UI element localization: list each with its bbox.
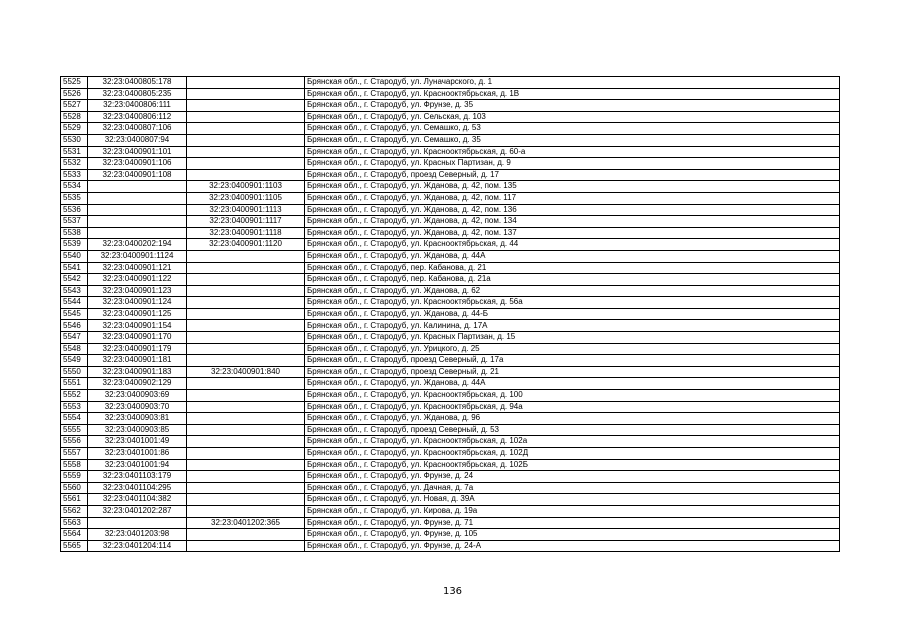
premises-cadastral-number-cell <box>187 401 305 413</box>
address-cell: Брянская обл., г. Стародуб, ул. Жданова, д. 42, пом. 137 <box>305 227 840 239</box>
table-row <box>61 448 840 460</box>
table-row <box>61 390 840 402</box>
address-cell: Брянская обл., г. Стародуб, ул. Жданова, д. 42, пом. 117 <box>305 192 840 204</box>
cadastral-number-cell: 32:23:0400807:94 <box>88 134 187 146</box>
table-row <box>61 204 840 216</box>
premises-cadastral-number-cell <box>187 424 305 436</box>
table-row <box>61 413 840 425</box>
premises-cadastral-number-cell: 32:23:0400901:1103 <box>187 181 305 193</box>
premises-cadastral-number-cell: 32:23:0400901:1117 <box>187 216 305 228</box>
address-cell: Брянская обл., г. Стародуб, проезд Северный, д. 17а <box>305 355 840 367</box>
premises-cadastral-number-cell <box>187 390 305 402</box>
registry-table <box>60 76 840 552</box>
address-cell: Брянская обл., г. Стародуб, ул. Жданова, д. 96 <box>305 413 840 425</box>
address-cell: Брянская обл., г. Стародуб, ул. Краснооктябрьская, д. 94а <box>305 401 840 413</box>
row-number-cell: 5539 <box>61 239 88 251</box>
cadastral-number-cell: 32:23:0401104:382 <box>88 494 187 506</box>
table-row <box>61 77 840 89</box>
table-row <box>61 123 840 135</box>
premises-cadastral-number-cell <box>187 158 305 170</box>
premises-cadastral-number-cell <box>187 448 305 460</box>
cadastral-number-cell: 32:23:0400903:85 <box>88 424 187 436</box>
premises-cadastral-number-cell <box>187 308 305 320</box>
row-number-cell: 5550 <box>61 366 88 378</box>
table-row <box>61 285 840 297</box>
row-number-cell: 5549 <box>61 355 88 367</box>
premises-cadastral-number-cell <box>187 169 305 181</box>
address-cell: Брянская обл., г. Стародуб, ул. Жданова, д. 44-Б <box>305 308 840 320</box>
cadastral-number-cell: 32:23:0401001:49 <box>88 436 187 448</box>
row-number-cell: 5556 <box>61 436 88 448</box>
table-row <box>61 158 840 170</box>
cadastral-number-cell: 32:23:0400901:123 <box>88 285 187 297</box>
address-cell: Брянская обл., г. Стародуб, пер. Кабанова, д. 21а <box>305 274 840 286</box>
table-row <box>61 146 840 158</box>
cadastral-number-cell: 32:23:0401204:114 <box>88 540 187 552</box>
address-cell: Брянская обл., г. Стародуб, пер. Кабанова, д. 21 <box>305 262 840 274</box>
premises-cadastral-number-cell <box>187 134 305 146</box>
row-number-cell: 5526 <box>61 88 88 100</box>
table-row <box>61 343 840 355</box>
address-cell: Брянская обл., г. Стародуб, ул. Жданова, д. 44А <box>305 378 840 390</box>
row-number-cell: 5538 <box>61 227 88 239</box>
row-number-cell: 5537 <box>61 216 88 228</box>
address-cell: Брянская обл., г. Стародуб, ул. Краснооктябрьская, д. 44 <box>305 239 840 251</box>
premises-cadastral-number-cell <box>187 529 305 541</box>
address-cell: Брянская обл., г. Стародуб, ул. Фрунзе, д. 71 <box>305 517 840 529</box>
premises-cadastral-number-cell <box>187 343 305 355</box>
row-number-cell: 5558 <box>61 459 88 471</box>
table-row <box>61 505 840 517</box>
table-row <box>61 216 840 228</box>
premises-cadastral-number-cell <box>187 505 305 517</box>
premises-cadastral-number-cell <box>187 355 305 367</box>
premises-cadastral-number-cell <box>187 111 305 123</box>
cadastral-number-cell <box>88 227 187 239</box>
cadastral-number-cell: 32:23:0400902:129 <box>88 378 187 390</box>
table-row <box>61 459 840 471</box>
cadastral-number-cell: 32:23:0400202:194 <box>88 239 187 251</box>
cadastral-number-cell: 32:23:0400901:122 <box>88 274 187 286</box>
table-row <box>61 181 840 193</box>
address-cell: Брянская обл., г. Стародуб, ул. Фрунзе, д. 24-А <box>305 540 840 552</box>
row-number-cell: 5529 <box>61 123 88 135</box>
address-cell: Брянская обл., г. Стародуб, ул. Урицкого, д. 25 <box>305 343 840 355</box>
cadastral-number-cell <box>88 181 187 193</box>
premises-cadastral-number-cell <box>187 482 305 494</box>
address-cell: Брянская обл., г. Стародуб, ул. Сельская, д. 103 <box>305 111 840 123</box>
row-number-cell: 5552 <box>61 390 88 402</box>
address-cell: Брянская обл., г. Стародуб, ул. Краснооктябрьская, д. 102Б <box>305 459 840 471</box>
table-row <box>61 494 840 506</box>
address-cell: Брянская обл., г. Стародуб, ул. Новая, д. 39А <box>305 494 840 506</box>
row-number-cell: 5540 <box>61 250 88 262</box>
row-number-cell: 5528 <box>61 111 88 123</box>
address-cell: Брянская обл., г. Стародуб, ул. Жданова, д. 42, пом. 134 <box>305 216 840 228</box>
table-row <box>61 169 840 181</box>
cadastral-number-cell: 32:23:0401001:94 <box>88 459 187 471</box>
cadastral-number-cell: 32:23:0400901:108 <box>88 169 187 181</box>
row-number-cell: 5560 <box>61 482 88 494</box>
row-number-cell: 5545 <box>61 308 88 320</box>
premises-cadastral-number-cell <box>187 378 305 390</box>
table-row <box>61 134 840 146</box>
row-number-cell: 5561 <box>61 494 88 506</box>
cadastral-number-cell: 32:23:0400901:179 <box>88 343 187 355</box>
cadastral-number-cell <box>88 517 187 529</box>
row-number-cell: 5527 <box>61 100 88 112</box>
premises-cadastral-number-cell: 32:23:0400901:840 <box>187 366 305 378</box>
row-number-cell: 5542 <box>61 274 88 286</box>
table-row <box>61 401 840 413</box>
address-cell: Брянская обл., г. Стародуб, ул. Кирова, д. 19а <box>305 505 840 517</box>
row-number-cell: 5557 <box>61 448 88 460</box>
premises-cadastral-number-cell <box>187 146 305 158</box>
address-cell: Брянская обл., г. Стародуб, проезд Северный, д. 17 <box>305 169 840 181</box>
row-number-cell: 5555 <box>61 424 88 436</box>
address-cell: Брянская обл., г. Стародуб, проезд Северный, д. 21 <box>305 366 840 378</box>
row-number-cell: 5530 <box>61 134 88 146</box>
row-number-cell: 5525 <box>61 77 88 89</box>
premises-cadastral-number-cell <box>187 250 305 262</box>
row-number-cell: 5563 <box>61 517 88 529</box>
table-row <box>61 517 840 529</box>
row-number-cell: 5547 <box>61 332 88 344</box>
row-number-cell: 5548 <box>61 343 88 355</box>
table-row <box>61 366 840 378</box>
cadastral-number-cell: 32:23:0400806:111 <box>88 100 187 112</box>
row-number-cell: 5534 <box>61 181 88 193</box>
address-cell: Брянская обл., г. Стародуб, ул. Семашко, д. 53 <box>305 123 840 135</box>
premises-cadastral-number-cell <box>187 413 305 425</box>
row-number-cell: 5544 <box>61 297 88 309</box>
premises-cadastral-number-cell: 32:23:0400901:1113 <box>187 204 305 216</box>
address-cell: Брянская обл., г. Стародуб, ул. Краснооктябрьская, д. 102а <box>305 436 840 448</box>
cadastral-number-cell: 32:23:0400901:121 <box>88 262 187 274</box>
address-cell: Брянская обл., г. Стародуб, ул. Жданова, д. 62 <box>305 285 840 297</box>
row-number-cell: 5564 <box>61 529 88 541</box>
row-number-cell: 5532 <box>61 158 88 170</box>
premises-cadastral-number-cell <box>187 436 305 448</box>
table-row <box>61 274 840 286</box>
table-row <box>61 320 840 332</box>
address-cell: Брянская обл., г. Стародуб, ул. Жданова, д. 44А <box>305 250 840 262</box>
row-number-cell: 5543 <box>61 285 88 297</box>
table-row <box>61 378 840 390</box>
premises-cadastral-number-cell: 32:23:0400901:1105 <box>187 192 305 204</box>
table-row <box>61 227 840 239</box>
table-row <box>61 332 840 344</box>
address-cell: Брянская обл., г. Стародуб, ул. Фрунзе, д. 105 <box>305 529 840 541</box>
table-row <box>61 355 840 367</box>
table-row <box>61 424 840 436</box>
address-cell: Брянская обл., г. Стародуб, ул. Краснооктябрьская, д. 1В <box>305 88 840 100</box>
address-cell: Брянская обл., г. Стародуб, ул. Фрунзе, д. 35 <box>305 100 840 112</box>
premises-cadastral-number-cell <box>187 332 305 344</box>
premises-cadastral-number-cell <box>187 285 305 297</box>
cadastral-number-cell: 32:23:0400903:81 <box>88 413 187 425</box>
cadastral-number-cell: 32:23:0400901:154 <box>88 320 187 332</box>
premises-cadastral-number-cell <box>187 262 305 274</box>
premises-cadastral-number-cell <box>187 540 305 552</box>
table-row <box>61 308 840 320</box>
row-number-cell: 5562 <box>61 505 88 517</box>
address-cell: Брянская обл., г. Стародуб, проезд Северный, д. 53 <box>305 424 840 436</box>
row-number-cell: 5551 <box>61 378 88 390</box>
cadastral-number-cell: 32:23:0401203:98 <box>88 529 187 541</box>
address-cell: Брянская обл., г. Стародуб, ул. Краснооктябрьская, д. 56а <box>305 297 840 309</box>
table-row <box>61 297 840 309</box>
cadastral-number-cell: 32:23:0401001:86 <box>88 448 187 460</box>
cadastral-number-cell: 32:23:0400901:101 <box>88 146 187 158</box>
cadastral-number-cell: 32:23:0401202:287 <box>88 505 187 517</box>
address-cell: Брянская обл., г. Стародуб, ул. Калинина, д. 17А <box>305 320 840 332</box>
cadastral-number-cell: 32:23:0400903:69 <box>88 390 187 402</box>
premises-cadastral-number-cell <box>187 297 305 309</box>
row-number-cell: 5536 <box>61 204 88 216</box>
registry-table-body <box>61 77 840 552</box>
table-row <box>61 100 840 112</box>
premises-cadastral-number-cell <box>187 459 305 471</box>
premises-cadastral-number-cell <box>187 320 305 332</box>
row-number-cell: 5531 <box>61 146 88 158</box>
premises-cadastral-number-cell <box>187 77 305 89</box>
table-row <box>61 111 840 123</box>
table-row <box>61 471 840 483</box>
premises-cadastral-number-cell <box>187 123 305 135</box>
cadastral-number-cell: 32:23:0400903:70 <box>88 401 187 413</box>
cadastral-number-cell: 32:23:0401103:179 <box>88 471 187 483</box>
address-cell: Брянская обл., г. Стародуб, ул. Краснооктябрьская, д. 60-а <box>305 146 840 158</box>
address-cell: Брянская обл., г. Стародуб, ул. Жданова, д. 42, пом. 135 <box>305 181 840 193</box>
cadastral-number-cell: 32:23:0400901:183 <box>88 366 187 378</box>
table-row <box>61 540 840 552</box>
table-row <box>61 250 840 262</box>
address-cell: Брянская обл., г. Стародуб, ул. Красных Партизан, д. 15 <box>305 332 840 344</box>
address-cell: Брянская обл., г. Стародуб, ул. Луначарского, д. 1 <box>305 77 840 89</box>
row-number-cell: 5533 <box>61 169 88 181</box>
cadastral-number-cell: 32:23:0400901:170 <box>88 332 187 344</box>
page-number: 136 <box>442 586 463 597</box>
cadastral-number-cell: 32:23:0400807:106 <box>88 123 187 135</box>
premises-cadastral-number-cell: 32:23:0400901:1120 <box>187 239 305 251</box>
premises-cadastral-number-cell <box>187 100 305 112</box>
cadastral-number-cell: 32:23:0400901:125 <box>88 308 187 320</box>
address-cell: Брянская обл., г. Стародуб, ул. Дачная, д. 7а <box>305 482 840 494</box>
premises-cadastral-number-cell <box>187 274 305 286</box>
row-number-cell: 5565 <box>61 540 88 552</box>
row-number-cell: 5554 <box>61 413 88 425</box>
table-row <box>61 192 840 204</box>
row-number-cell: 5541 <box>61 262 88 274</box>
cadastral-number-cell: 32:23:0401104:295 <box>88 482 187 494</box>
cadastral-number-cell: 32:23:0400901:181 <box>88 355 187 367</box>
cadastral-number-cell <box>88 204 187 216</box>
table-row <box>61 436 840 448</box>
table-row <box>61 88 840 100</box>
cadastral-number-cell: 32:23:0400806:112 <box>88 111 187 123</box>
row-number-cell: 5546 <box>61 320 88 332</box>
table-row <box>61 482 840 494</box>
cadastral-number-cell: 32:23:0400805:235 <box>88 88 187 100</box>
address-cell: Брянская обл., г. Стародуб, ул. Краснооктябрьская, д. 100 <box>305 390 840 402</box>
premises-cadastral-number-cell: 32:23:0401202:365 <box>187 517 305 529</box>
address-cell: Брянская обл., г. Стародуб, ул. Семашко, д. 35 <box>305 134 840 146</box>
cadastral-number-cell: 32:23:0400901:1124 <box>88 250 187 262</box>
premises-cadastral-number-cell <box>187 88 305 100</box>
cadastral-number-cell <box>88 192 187 204</box>
cadastral-number-cell: 32:23:0400901:106 <box>88 158 187 170</box>
row-number-cell: 5535 <box>61 192 88 204</box>
premises-cadastral-number-cell <box>187 494 305 506</box>
row-number-cell: 5559 <box>61 471 88 483</box>
cadastral-number-cell: 32:23:0400805:178 <box>88 77 187 89</box>
row-number-cell: 5553 <box>61 401 88 413</box>
address-cell: Брянская обл., г. Стародуб, ул. Жданова, д. 42, пом. 136 <box>305 204 840 216</box>
address-cell: Брянская обл., г. Стародуб, ул. Красных Партизан, д. 9 <box>305 158 840 170</box>
premises-cadastral-number-cell: 32:23:0400901:1118 <box>187 227 305 239</box>
table-row <box>61 262 840 274</box>
cadastral-number-cell: 32:23:0400901:124 <box>88 297 187 309</box>
table-row <box>61 239 840 251</box>
address-cell: Брянская обл., г. Стародуб, ул. Фрунзе, д. 24 <box>305 471 840 483</box>
cadastral-number-cell <box>88 216 187 228</box>
address-cell: Брянская обл., г. Стародуб, ул. Краснооктябрьская, д. 102Д <box>305 448 840 460</box>
premises-cadastral-number-cell <box>187 471 305 483</box>
table-row <box>61 529 840 541</box>
